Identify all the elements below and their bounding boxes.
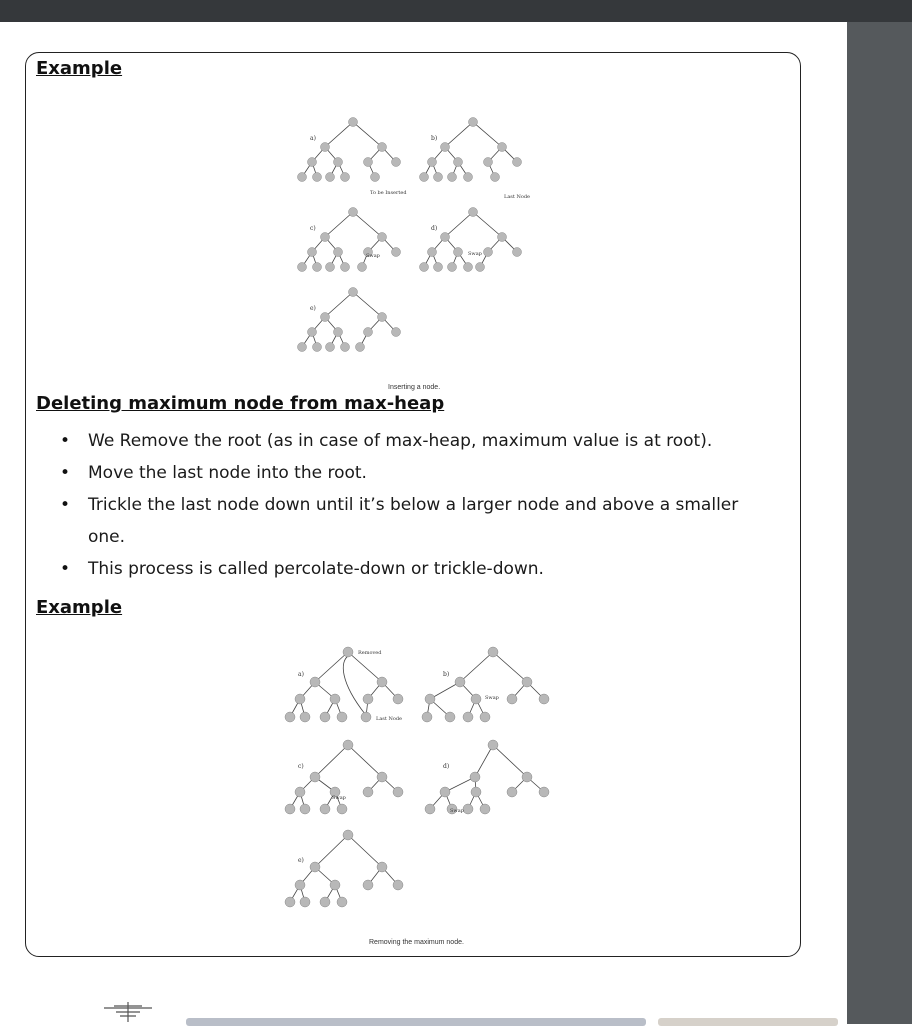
navigation-bar-left[interactable] xyxy=(186,1018,646,1026)
viewer-scrollbar-track[interactable] xyxy=(847,22,912,1024)
last-node-label: Last Node xyxy=(504,194,531,200)
swap-label-c: Swap xyxy=(332,795,346,801)
document-page xyxy=(0,22,847,1024)
panel-label-c: c) xyxy=(310,225,316,232)
removed-label: Removed xyxy=(358,650,382,656)
swap-label-d: Swap xyxy=(468,251,482,257)
list-item: • We Remove the root (as in case of max-heap, maximum value is at root). xyxy=(36,425,776,457)
viewer-top-bar xyxy=(0,0,912,22)
panel-label-d: d) xyxy=(431,225,438,232)
last-node-label: Last Node xyxy=(376,716,403,722)
swap-label-c: Swap xyxy=(366,253,380,259)
swap-label-b: Swap xyxy=(485,695,499,701)
deletion-steps-list xyxy=(36,425,776,585)
example-heading-1: Example xyxy=(36,58,123,79)
publisher-logo-icon xyxy=(100,1000,156,1028)
panel-label-a: a) xyxy=(310,135,316,142)
list-item: • Trickle the last node down until it’s below a larger node and above a smaller one. xyxy=(36,489,776,553)
to-be-inserted-label: To be Inserted xyxy=(370,190,407,196)
panel-label-d: d) xyxy=(443,763,450,770)
panel-label-b: b) xyxy=(443,671,450,678)
figure1-caption: Inserting a node. xyxy=(388,384,441,391)
removing-max-diagram xyxy=(280,642,550,946)
list-item: • Move the last node into the root. xyxy=(36,457,776,489)
panel-label-a: a) xyxy=(298,671,304,678)
navigation-bar-right[interactable] xyxy=(658,1018,838,1026)
panel-label-e: e) xyxy=(298,857,304,864)
panel-label-c: c) xyxy=(298,763,304,770)
panel-label-b: b) xyxy=(431,135,438,142)
deleting-max-heading: Deleting maximum node from max-heap xyxy=(36,393,445,414)
swap-label-d: Swap xyxy=(450,808,464,814)
removing-max-figure xyxy=(280,642,550,946)
inserting-node-diagram xyxy=(290,112,560,391)
figure2-caption: Removing the maximum node. xyxy=(369,939,464,946)
list-item: • This process is called percolate-down or trickle-down. xyxy=(36,553,776,585)
example-heading-2: Example xyxy=(36,597,123,618)
panel-label-e: e) xyxy=(310,305,316,312)
inserting-node-figure xyxy=(290,112,560,391)
